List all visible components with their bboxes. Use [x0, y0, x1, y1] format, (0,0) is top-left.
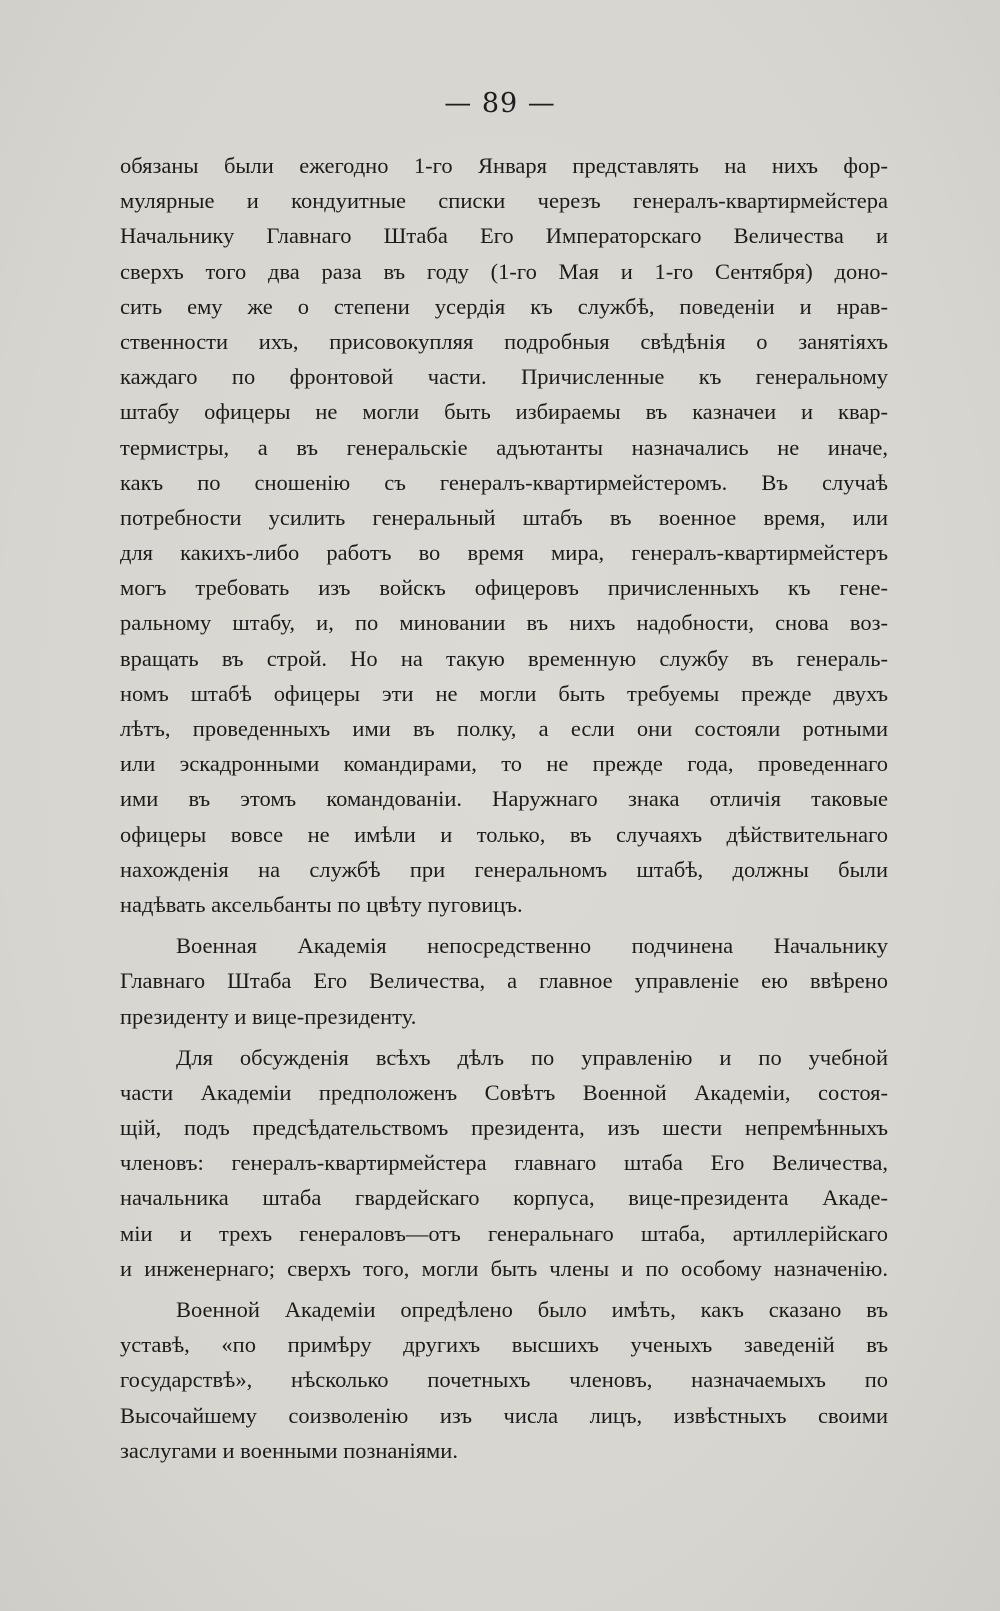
- text-line: Главнаго Штаба Его Величества, а главное управленіе ею ввѣрено: [120, 968, 888, 994]
- text-line: Военная Академія непосредственно подчинена Начальнику: [176, 933, 888, 959]
- paragraph-1: [120, 148, 888, 922]
- text-line: надѣвать аксельбанты по цвѣту пуговицъ.: [120, 891, 523, 917]
- text-line: штабу офицеры не могли быть избираемы въ казначеи и квар-: [120, 399, 888, 425]
- text-line: для какихъ-либо работъ во время мира, генералъ-квартирмейстеръ: [120, 540, 888, 566]
- page-number: — 89 —: [444, 88, 556, 119]
- text-line: термистры, а въ генеральскіе адъютанты назначались не иначе,: [120, 434, 888, 460]
- text-line: заслугами и военными познаніями.: [120, 1437, 458, 1463]
- text-line: или эскадронными командирами, то не прежде года, проведеннаго: [120, 751, 888, 777]
- text-line: каждаго по фронтовой части. Причисленные къ генеральному: [120, 364, 888, 390]
- text-line: и инженернаго; сверхъ того, могли быть члены и по особому назначенію.: [120, 1255, 888, 1281]
- body-text: [120, 148, 888, 1468]
- text-line: ральному штабу, и, по миновании въ нихъ надобности, снова воз-: [120, 610, 888, 636]
- text-line: государствѣ», нѣсколько почетныхъ членовъ, назначаемыхъ по: [120, 1367, 888, 1393]
- text-line: сить ему же о степени усердія къ службѣ, поведеніи и нрав-: [120, 293, 888, 319]
- text-line: номъ штабѣ офицеры эти не могли быть требуемы прежде двухъ: [120, 680, 888, 706]
- text-line: офицеры вовсе не имѣли и только, въ случаяхъ дѣйствительнаго: [120, 821, 888, 847]
- text-line: какъ по сношенію съ генералъ-квартирмейстеромъ. Въ случаѣ: [120, 469, 888, 495]
- text-line: уставѣ, «по примѣру другихъ высшихъ ученыхъ заведеній въ: [120, 1332, 888, 1358]
- text-line: обязаны были ежегодно 1-го Января представлять на нихъ фор-: [120, 153, 888, 178]
- text-line: начальника штаба гвардейскаго корпуса, вице-президента Акаде-: [120, 1185, 888, 1211]
- text-line: президенту и вице-президенту.: [120, 1003, 417, 1029]
- text-line: Начальнику Главнаго Штаба Его Императорскаго Величества и: [120, 223, 888, 249]
- text-line: Военной Академіи опредѣлено было имѣть, какъ сказано въ: [176, 1297, 888, 1322]
- text-line: лѣтъ, проведенныхъ ими въ полку, а если они состояли ротными: [120, 716, 888, 741]
- text-line: могъ требовать изъ войскъ офицеровъ причисленныхъ къ гене-: [120, 575, 888, 601]
- text-line: потребности усилить генеральный штабъ въ военное время, или: [120, 504, 888, 530]
- text-line: ими въ этомъ командованіи. Наружнаго знака отличія таковые: [120, 786, 888, 812]
- text-line: міи и трехъ генераловъ—отъ генеральнаго штаба, артиллерійскаго: [120, 1220, 888, 1246]
- text-line: мулярные и кондуитные списки черезъ генералъ-квартирмейстера: [120, 188, 888, 214]
- text-line: щій, подъ предсѣдательствомъ президента, изъ шести непремѣнныхъ: [120, 1115, 888, 1141]
- text-line: Высочайшему соизволенію изъ числа лицъ, извѣстныхъ своими: [120, 1402, 888, 1428]
- text-line: вращать въ строй. Но на такую временную службу въ генераль-: [120, 645, 888, 671]
- text-line: нахожденія на службѣ при генеральномъ штабѣ, должны были: [120, 856, 888, 882]
- text-line: Для обсужденія всѣхъ дѣлъ по управленію и по учебной: [176, 1044, 888, 1070]
- text-line: части Академіи предположенъ Совѣтъ Военной Академіи, состоя-: [120, 1079, 888, 1105]
- text-line: членовъ: генералъ-квартирмейстера главнаго штаба Его Величества,: [120, 1150, 888, 1176]
- paragraph-4: [120, 1292, 888, 1468]
- paragraph-3: [120, 1040, 888, 1286]
- text-line: сверхъ того два раза въ году (1-го Мая и 1-го Сентября) доно-: [120, 258, 888, 284]
- text-line: ственности ихъ, присовокупляя подробныя свѣдѣнія о занятіяхъ: [120, 328, 888, 354]
- paragraph-2: [120, 928, 888, 1034]
